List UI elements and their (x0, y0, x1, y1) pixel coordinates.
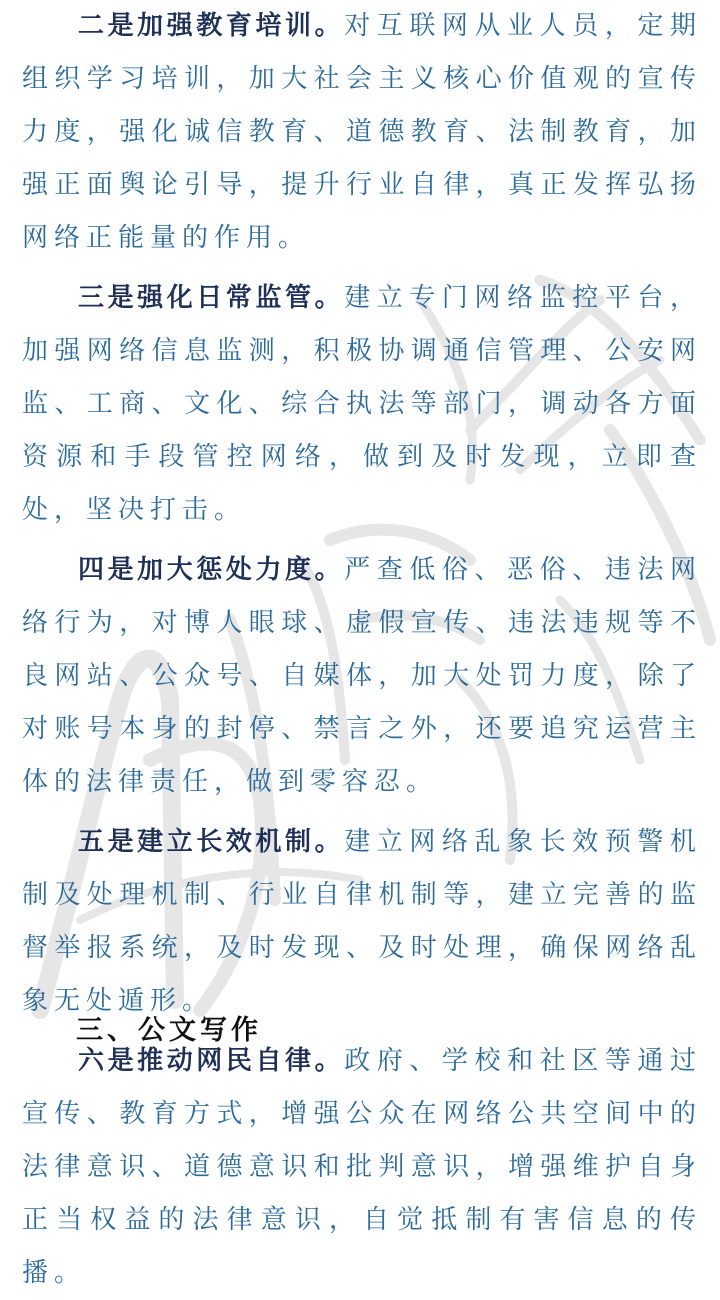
paragraph-punishment (22, 544, 702, 809)
paragraph-text: 建立网络乱象长效预警机制及处理机制、行业自律机制等，建立完善的监督举报系统，及时发现、及时处理，确保网络乱象无处遁形。 (22, 827, 702, 1016)
paragraph-long-term-mechanism (22, 816, 702, 1028)
paragraph-lead: 五是建立长效机制。 (78, 827, 345, 857)
paragraph-text: 对互联网从业人员，定期组织学习培训，加大社会主义核心价值观的宣传力度，强化诚信教育、道德教育、法制教育，加强正面舆论引导，提升行业自律，真正发挥弘扬网络正能量的作用。 (22, 11, 702, 253)
paragraph-text: 建立专门网络监控平台，加强网络信息监测，积极协调通信管理、公安网监、工商、文化、综合执法等部门，调动各方面资源和手段管控网络，做到及时发现，立即查处，坚决打击。 (22, 283, 702, 525)
paragraph-text: 严查低俗、恶俗、违法网络行为，对博人眼球、虚假宣传、违法违规等不良网站、公众号、自媒体，加大处罚力度，除了对账号本身的封停、禁言之外，还要追究运营主体的法律责任，做到零容忍。 (22, 555, 702, 797)
paragraph-daily-supervision (22, 272, 702, 537)
section-heading: 三、公文写作 (76, 1015, 262, 1046)
paragraph-education-training (22, 0, 702, 265)
paragraph-lead: 三是强化日常监管。 (78, 283, 345, 313)
paragraph-lead: 二是加强教育培训。 (78, 11, 345, 41)
paragraph-netizen-self-discipline (22, 1035, 702, 1300)
article-body (22, 0, 702, 1300)
paragraph-lead: 六是推动网民自律。 (78, 1046, 345, 1076)
paragraph-text: 政府、学校和社区等通过宣传、教育方式，增强公众在网络公共空间中的法律意识、道德意识和批判意识，增强维护自身正当权益的法律意识，自觉抵制有害信息的传播。 (22, 1046, 702, 1288)
paragraph-lead: 四是加大惩处力度。 (78, 555, 345, 585)
